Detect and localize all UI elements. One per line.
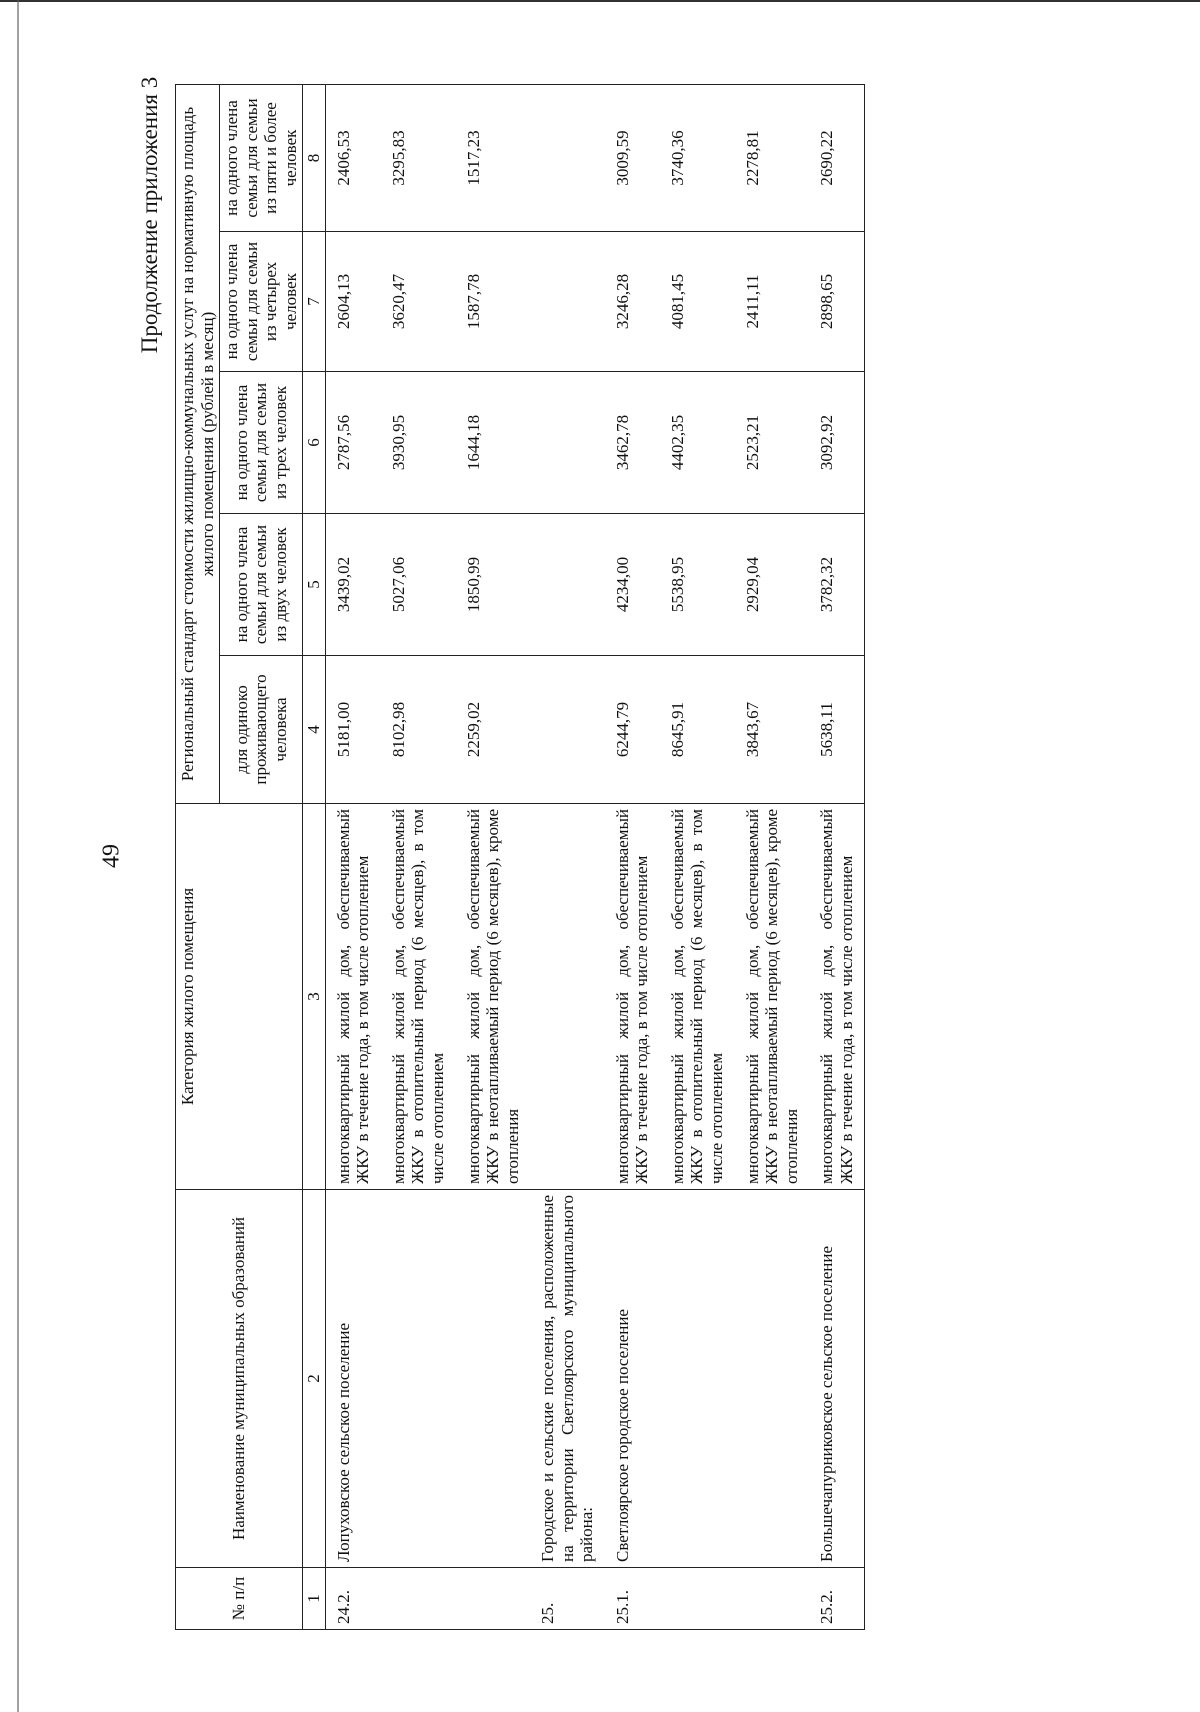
scan-left-edge <box>17 0 19 1712</box>
continuation-title: Продолжение приложения 3 <box>137 76 162 354</box>
col-number: 2 <box>303 1190 326 1568</box>
row-value <box>530 372 605 514</box>
row-value: 3246,28 <box>605 232 660 372</box>
row-value: 2259,02 <box>456 656 531 804</box>
header-num: № п/п <box>176 1568 303 1630</box>
row-category: многоквартирный жилой дом, обеспечиваемый ЖКУ в отопительный период (6 месяцев), в том числе отоплением <box>660 804 735 1190</box>
header-sub-1: для одиноко проживающего человека <box>220 656 303 804</box>
header-sub-5: на одного члена семьи для семьи из пяти и более человек <box>220 85 303 232</box>
row-category: многоквартирный жилой дом, обеспечиваемый ЖКУ в неотапливаемый период (6 месяцев), кроме отопления <box>456 804 531 1190</box>
row-value: 3092,92 <box>809 372 865 514</box>
row-value: 3439,02 <box>325 514 381 656</box>
table-row <box>381 85 456 1630</box>
row-value: 4402,35 <box>660 372 735 514</box>
col-number: 8 <box>303 85 326 232</box>
row-num <box>735 1568 810 1630</box>
table-row <box>660 85 735 1630</box>
header-sub-2: на одного члена семьи для семьи из двух человек <box>220 514 303 656</box>
row-value: 8645,91 <box>660 656 735 804</box>
row-value: 8102,98 <box>381 656 456 804</box>
row-value: 2604,13 <box>325 232 381 372</box>
row-value: 2411,11 <box>735 232 810 372</box>
row-value: 1587,78 <box>456 232 531 372</box>
row-value: 2898,65 <box>809 232 865 372</box>
row-category: многоквартирный жилой дом, обеспечиваемый ЖКУ в течение года, в том числе отоплением <box>809 804 865 1190</box>
row-num <box>456 1568 531 1630</box>
header-category: Категория жилого помещения <box>176 804 303 1190</box>
row-name <box>381 1190 456 1568</box>
row-value: 3930,95 <box>381 372 456 514</box>
header-name: Наименование муниципальных образований <box>176 1190 303 1568</box>
page-number: 49 <box>98 844 125 868</box>
row-num: 25. <box>530 1568 605 1630</box>
row-value: 2523,21 <box>735 372 810 514</box>
row-value: 5638,11 <box>809 656 865 804</box>
row-value: 1517,23 <box>456 85 531 232</box>
table-row <box>456 85 531 1630</box>
col-number: 1 <box>303 1568 326 1630</box>
table-row <box>605 85 660 1630</box>
rotated-table-wrapper <box>175 85 1195 1630</box>
row-num <box>381 1568 456 1630</box>
row-value <box>530 232 605 372</box>
row-value: 5538,95 <box>660 514 735 656</box>
header-sub-3: на одного члена семьи для семьи из трех человек <box>220 372 303 514</box>
row-name: Светлоярское городское поселение <box>605 1190 660 1568</box>
header-sub-4: на одного члена семьи для семьи из четырех человек <box>220 232 303 372</box>
col-number: 3 <box>303 804 326 1190</box>
row-value: 5181,00 <box>325 656 381 804</box>
tariff-table <box>175 84 865 1630</box>
table-body <box>325 85 864 1630</box>
row-value: 1644,18 <box>456 372 531 514</box>
row-name <box>456 1190 531 1568</box>
row-value: 3009,59 <box>605 85 660 232</box>
table-row <box>325 85 381 1630</box>
row-value: 2929,04 <box>735 514 810 656</box>
col-number: 7 <box>303 232 326 372</box>
row-name <box>660 1190 735 1568</box>
row-value: 2787,56 <box>325 372 381 514</box>
table-row <box>735 85 810 1630</box>
row-num: 25.1. <box>605 1568 660 1630</box>
col-number: 4 <box>303 656 326 804</box>
column-number-row <box>303 85 326 1630</box>
row-value: 2406,53 <box>325 85 381 232</box>
row-value <box>530 656 605 804</box>
header-group: Региональный стандарт стоимости жилищно-коммунальных услуг на нормативную площадь жилого помещения (рублей в месяц) <box>176 85 220 804</box>
row-value: 6244,79 <box>605 656 660 804</box>
row-value: 3740,36 <box>660 85 735 232</box>
header-row-1 <box>176 85 220 1630</box>
row-value: 3782,32 <box>809 514 865 656</box>
row-num: 25.2. <box>809 1568 865 1630</box>
row-value: 4234,00 <box>605 514 660 656</box>
row-name: Большечапурниковское сельское поселение <box>809 1190 865 1568</box>
row-value: 5027,06 <box>381 514 456 656</box>
row-category: многоквартирный жилой дом, обеспечиваемый ЖКУ в отопительный период (6 месяцев), в том числе отоплением <box>381 804 456 1190</box>
row-name <box>735 1190 810 1568</box>
row-value: 3843,67 <box>735 656 810 804</box>
row-num <box>660 1568 735 1630</box>
row-value: 3462,78 <box>605 372 660 514</box>
row-name: Лопуховское сельское поселение <box>325 1190 381 1568</box>
table-row <box>530 85 605 1630</box>
col-number: 5 <box>303 514 326 656</box>
row-value: 1850,99 <box>456 514 531 656</box>
col-number: 6 <box>303 372 326 514</box>
row-category: многоквартирный жилой дом, обеспечиваемый ЖКУ в течение года, в том числе отоплением <box>325 804 381 1190</box>
row-value: 2278,81 <box>735 85 810 232</box>
scan-top-edge <box>0 0 1200 8</box>
row-value: 2690,22 <box>809 85 865 232</box>
row-category: многоквартирный жилой дом, обеспечиваемый ЖКУ в течение года, в том числе отоплением <box>605 804 660 1190</box>
row-num: 24.2. <box>325 1568 381 1630</box>
row-value: 3620,47 <box>381 232 456 372</box>
row-category <box>530 804 605 1190</box>
row-value <box>530 514 605 656</box>
row-category: многоквартирный жилой дом, обеспечиваемый ЖКУ в неотапливаемый период (6 месяцев), кроме отопления <box>735 804 810 1190</box>
row-value <box>530 85 605 232</box>
table-row <box>809 85 865 1630</box>
row-name: Городское и сельские поселения, расположенные на территории Светлоярского муниципального района: <box>530 1190 605 1568</box>
row-value: 4081,45 <box>660 232 735 372</box>
row-value: 3295,83 <box>381 85 456 232</box>
